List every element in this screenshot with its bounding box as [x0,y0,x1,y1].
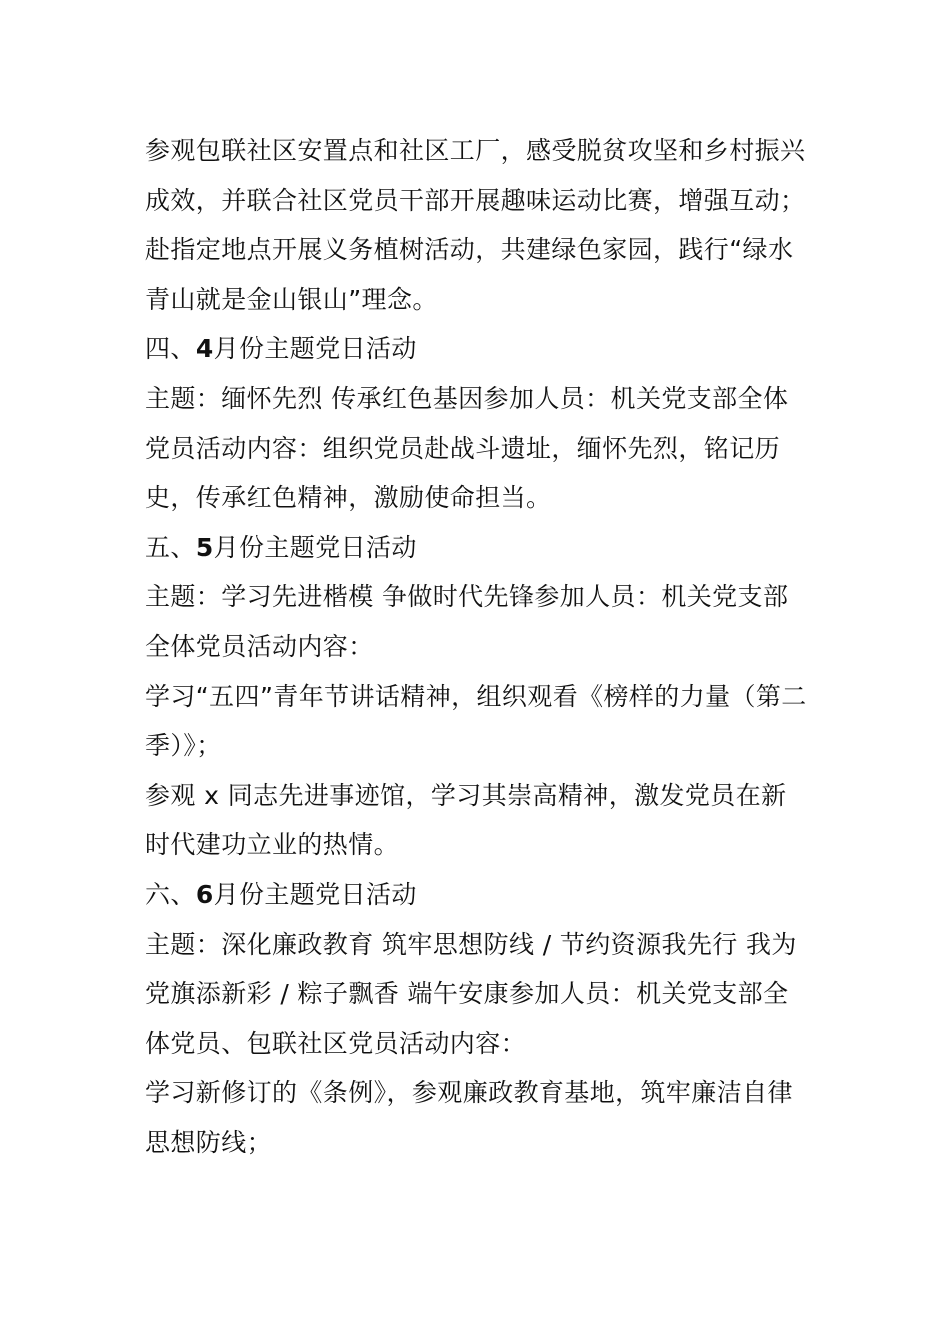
heading-suffix: 月份主题党日活动 [213,334,417,364]
heading-prefix: 五、 [145,532,196,562]
paragraph: 参观 x 同志先进事迹馆，学习其崇高精神，激发党员在新时代建功立业的热情。 [145,780,787,860]
heading-number: 5 [195,532,214,562]
heading-suffix: 月份主题党日活动 [213,532,417,562]
paragraph: 学习“五四”青年节讲话精神，组织观看《榜样的力量（第二季）》； [145,681,807,761]
paragraph: 赴指定地点开展义务植树活动，共建绿色家园，践行“绿水青山就是金山银山”理念。 [145,235,794,314]
paragraph: 主题：缅怀先烈 传承红色基因参加人员：机关党支部全体党员活动内容：组织党员赴战斗遗址，缅怀先烈，铭记历史，传承红色精神，激励使命担当。 [145,383,789,513]
heading-number: 4 [195,334,214,364]
section-heading-may [145,523,810,573]
section-heading-april [145,324,810,374]
paragraph: 参观包联社区安置点和社区工厂，感受脱贫攻坚和乡村振兴成效，并联合社区党员干部开展趣味运动比赛，增强互动； [145,136,806,215]
paragraph: 主题：深化廉政教育 筑牢思想防线 / 节约资源我先行 我为党旗添新彩 / 粽子飘香 端午安康参加人员：机关党支部全体党员、包联社区党员活动内容： [145,929,797,1058]
document-body [145,126,810,1167]
heading-suffix: 月份主题党日活动 [213,879,417,909]
heading-prefix: 四、 [145,334,196,364]
heading-number: 6 [195,879,214,909]
paragraph: 主题：学习先进楷模 争做时代先锋参加人员：机关党支部全体党员活动内容： [145,582,789,661]
heading-prefix: 六、 [145,879,196,909]
section-heading-june [145,870,810,920]
paragraph: 学习新修订的《条例》，参观廉政教育基地，筑牢廉洁自律思想防线； [145,1078,793,1157]
